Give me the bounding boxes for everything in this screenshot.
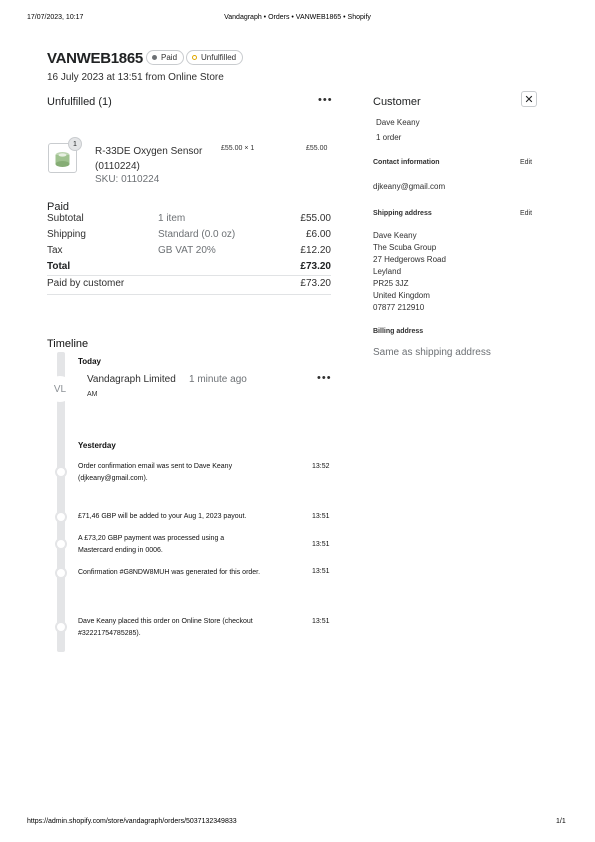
timeline-event [78, 511, 300, 523]
tax-label: Tax [47, 245, 63, 256]
payment-heading: Paid [47, 201, 70, 213]
subtotal-label: Subtotal [47, 213, 84, 224]
yesterday-label: Yesterday [78, 441, 116, 450]
unfulfilled-badge [186, 50, 243, 65]
customer-name-link[interactable]: Dave Keany [376, 118, 420, 127]
paid-by-customer-label: Paid by customer [47, 278, 125, 289]
print-page-number: 1/1 [556, 818, 566, 825]
address-line: 07877 212910 [373, 303, 425, 312]
close-icon[interactable]: ✕ [521, 91, 537, 107]
timeline-event [78, 567, 300, 579]
product-name-line2: (0110224) [95, 161, 140, 172]
timeline-event [78, 533, 300, 557]
paid-by-customer-amount: £73.20 [300, 278, 331, 289]
print-url: https://admin.shopify.com/store/vandagraph/orders/5037132349833 [27, 818, 237, 825]
timeline-event-line2: Mastercard ending in 0006. [78, 547, 163, 554]
timeline-dot-icon [55, 511, 67, 523]
comment-more-button[interactable]: ••• [317, 372, 332, 384]
comment-avatar: VL [47, 376, 73, 402]
unfulfilled-badge-label: Unfulfilled [201, 53, 237, 62]
print-title: Vandagraph • Orders • VANWEB1865 • Shopify [224, 14, 371, 21]
timeline-event-time: 13:52 [312, 463, 330, 470]
shipping-address-block [373, 230, 446, 314]
unfulfilled-heading: Unfulfilled (1) [47, 96, 112, 108]
timeline-event-time: 13:51 [312, 568, 330, 575]
timeline-event-line1: A £73,20 GBP payment was processed using a [78, 535, 225, 542]
address-line: The Scuba Group [373, 243, 437, 252]
order-subtitle: 16 July 2023 at 13:51 from Online Store [47, 72, 224, 83]
product-sku: SKU: 0110224 [95, 174, 160, 185]
timeline-event-line2: #32221754785285). [78, 630, 141, 637]
product-name-line1: R-33DE Oxygen Sensor [95, 146, 203, 157]
today-label: Today [78, 357, 101, 366]
paid-dot-icon [152, 55, 157, 60]
subtotal-amount: £55.00 [300, 213, 331, 224]
shipping-label: Shipping [47, 229, 86, 240]
address-line: 27 Hedgerows Road [373, 255, 446, 264]
tax-detail: GB VAT 20% [158, 245, 216, 256]
timeline-dot-icon [55, 621, 67, 633]
timeline-event-time: 13:51 [312, 618, 330, 625]
print-datetime: 17/07/2023, 10:17 [27, 14, 84, 21]
timeline-event-line1: Confirmation #G8NDW8MUH was generated for this order. [78, 569, 261, 576]
unfulfilled-dot-icon [192, 55, 197, 60]
timeline-heading: Timeline [47, 338, 89, 350]
customer-orders-link[interactable]: 1 order [376, 133, 402, 142]
customer-email-link[interactable]: djkeany@gmail.com [373, 182, 446, 191]
order-number: VANWEB1865 [47, 50, 143, 67]
timeline-event-line1: Dave Keany placed this order on Online Store (checkout [78, 618, 253, 625]
unit-price: £55.00 × 1 [221, 145, 255, 152]
subtotal-detail: 1 item [158, 213, 186, 224]
timeline-dot-icon [55, 567, 67, 579]
shipping-edit-button[interactable]: Edit [520, 210, 533, 217]
timeline-dot-icon [55, 538, 67, 550]
comment-sub: AM [87, 391, 98, 398]
payment-bottom-divider [47, 294, 331, 295]
product-title-link[interactable] [95, 144, 202, 174]
paid-badge [146, 50, 184, 65]
timeline-event [78, 461, 300, 485]
timeline-event-time: 13:51 [312, 513, 330, 520]
total-label: Total [47, 261, 71, 272]
shipping-amount: £6.00 [305, 229, 331, 240]
line-total: £55.00 [306, 145, 328, 152]
address-line: Dave Keany [373, 231, 417, 240]
timeline-event-line1: Order confirmation email was sent to Dave Keany [78, 463, 233, 470]
timeline-event-line2: (djkeany@gmail.com). [78, 475, 148, 482]
billing-address-value: Same as shipping address [373, 347, 491, 358]
quantity-badge: 1 [68, 137, 82, 151]
contact-info-heading: Contact information [373, 159, 440, 166]
timeline-event-time: 13:51 [312, 541, 330, 548]
address-line: Leyland [373, 267, 402, 276]
timeline-event-line1: £71,46 GBP will be added to your Aug 1, 2023 payout. [78, 513, 247, 520]
unfulfilled-more-button[interactable]: ••• [318, 94, 333, 106]
customer-heading: Customer [373, 96, 421, 108]
timeline-event [78, 616, 300, 640]
billing-address-heading: Billing address [373, 328, 424, 335]
comment-author: Vandagraph Limited [87, 374, 176, 385]
tax-amount: £12.20 [300, 245, 331, 256]
contact-edit-button[interactable]: Edit [520, 159, 533, 166]
shipping-detail: Standard (0.0 oz) [158, 229, 236, 240]
timeline-dot-icon [55, 466, 67, 478]
comment-time: 1 minute ago [189, 374, 247, 385]
total-amount: £73.20 [300, 261, 331, 272]
paid-badge-label: Paid [161, 53, 178, 62]
shipping-address-heading: Shipping address [373, 210, 432, 217]
address-line: United Kingdom [373, 291, 430, 300]
address-line: PR25 3JZ [373, 279, 409, 288]
payment-divider [47, 275, 331, 276]
